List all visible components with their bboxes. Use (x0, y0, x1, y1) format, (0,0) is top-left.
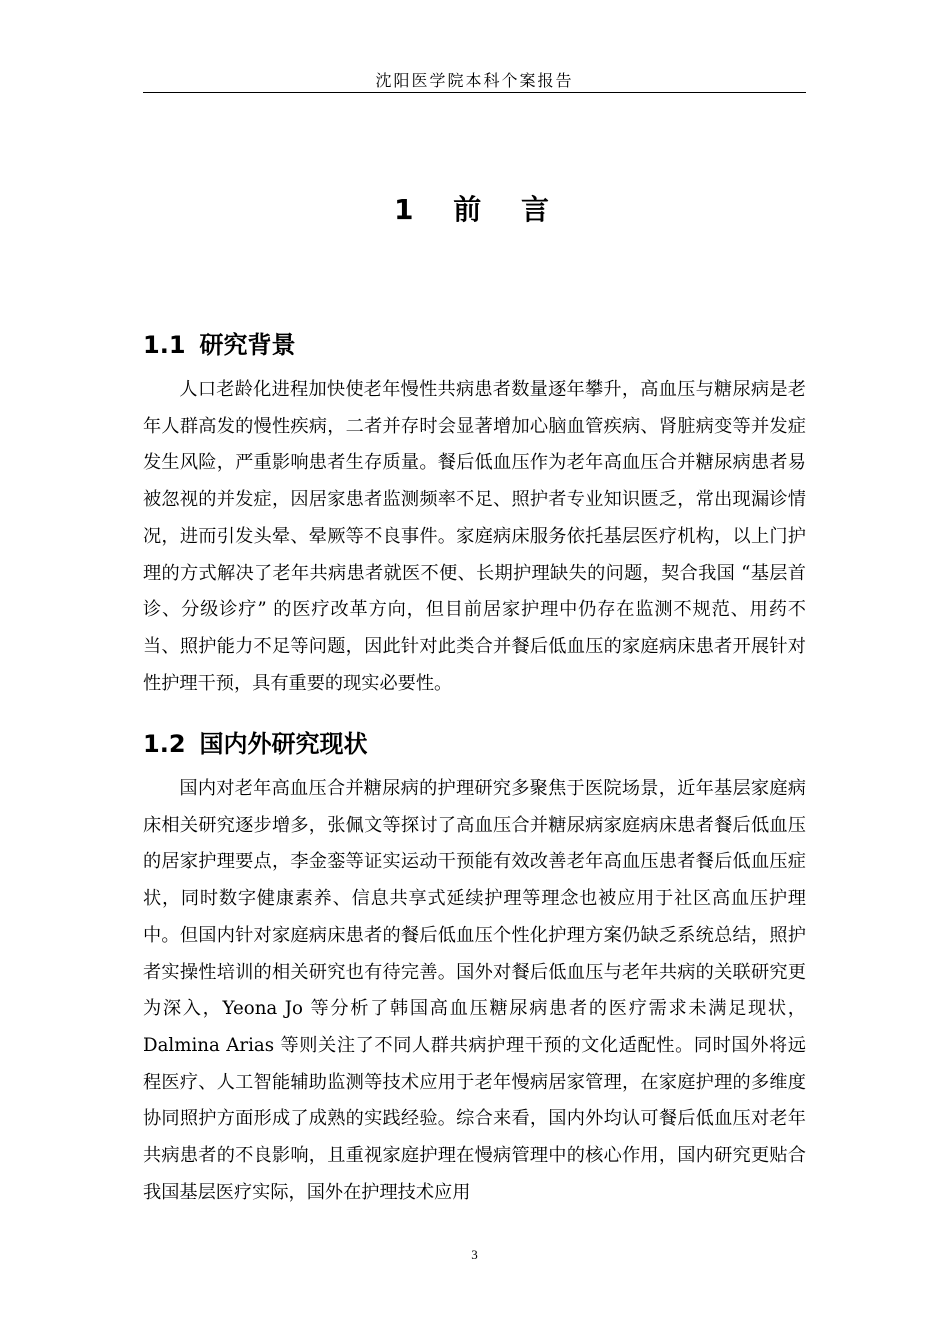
section-number: 1.2 (143, 730, 186, 758)
section-number: 1.1 (143, 331, 186, 359)
paragraph-research-status: 国内对老年高血压合并糖尿病的护理研究多聚焦于医院场景，近年基层家庭病床相关研究逐步增多，张佩文等探讨了高血压合并糖尿病家庭病床患者餐后低血压的居家护理要点，李金銮等证实运动干预能有效改善老年高血压患者餐后低血压症状，同时数字健康素养、信息共享式延续护理等理念也被应用于社区高血压护理中。但国内针对家庭病床患者的餐后低血压个性化护理方案仍缺乏系统总结，照护者实操性培训的相关研究也有待完善。国外对餐后低血压与老年共病的关联研究更为深入，Yeona Jo 等分析了韩国高血压糖尿病患者的医疗需求未满足现状，Dalmina Arias 等则关注了不同人群共病护理干预的文化适配性。同时国外将远程医疗、人工智能辅助监测等技术应用于老年慢病居家管理，在家庭护理的多维度协同照护方面形成了成熟的实践经验。综合来看，国内外均认可餐后低血压对老年共病患者的不良影响，且重视家庭护理在慢病管理中的核心作用，国内研究更贴合我国基层医疗实际，国外在护理技术应用 (143, 778, 806, 1203)
section-title: 国内外研究现状 (199, 730, 368, 758)
paragraph-research-background: 人口老龄化进程加快使老年慢性共病患者数量逐年攀升，高血压与糖尿病是老年人群高发的慢性疾病，二者并存时会显著增加心脑血管疾病、肾脏病变等并发症发生风险，严重影响患者生存质量。餐后低血压作为老年高血压合并糖尿病患者易被忽视的并发症，因居家患者监测频率不足、照护者专业知识匮乏，常出现漏诊情况，进而引发头晕、晕厥等不良事件。家庭病床服务依托基层医疗机构，以上门护理的方式解决了老年共病患者就医不便、长期护理缺失的问题，契合我国 “基层首诊、分级诊疗” 的医疗改革方向，但目前居家护理中仍存在监测不规范、用药不当、照护能力不足等问题，因此针对此类合并餐后低血压的家庭病床患者开展针对性护理干预，具有重要的现实必要性。 (143, 379, 806, 694)
section-title: 研究背景 (199, 331, 296, 359)
page-number: 3 (471, 1247, 478, 1262)
header-rule (143, 92, 806, 93)
running-header: 沈阳医学院本科个案报告 (375, 71, 574, 90)
section-heading-1-1 (143, 325, 296, 360)
chapter-title: 1 前 言 (394, 193, 555, 226)
section-heading-1-2 (143, 724, 368, 759)
